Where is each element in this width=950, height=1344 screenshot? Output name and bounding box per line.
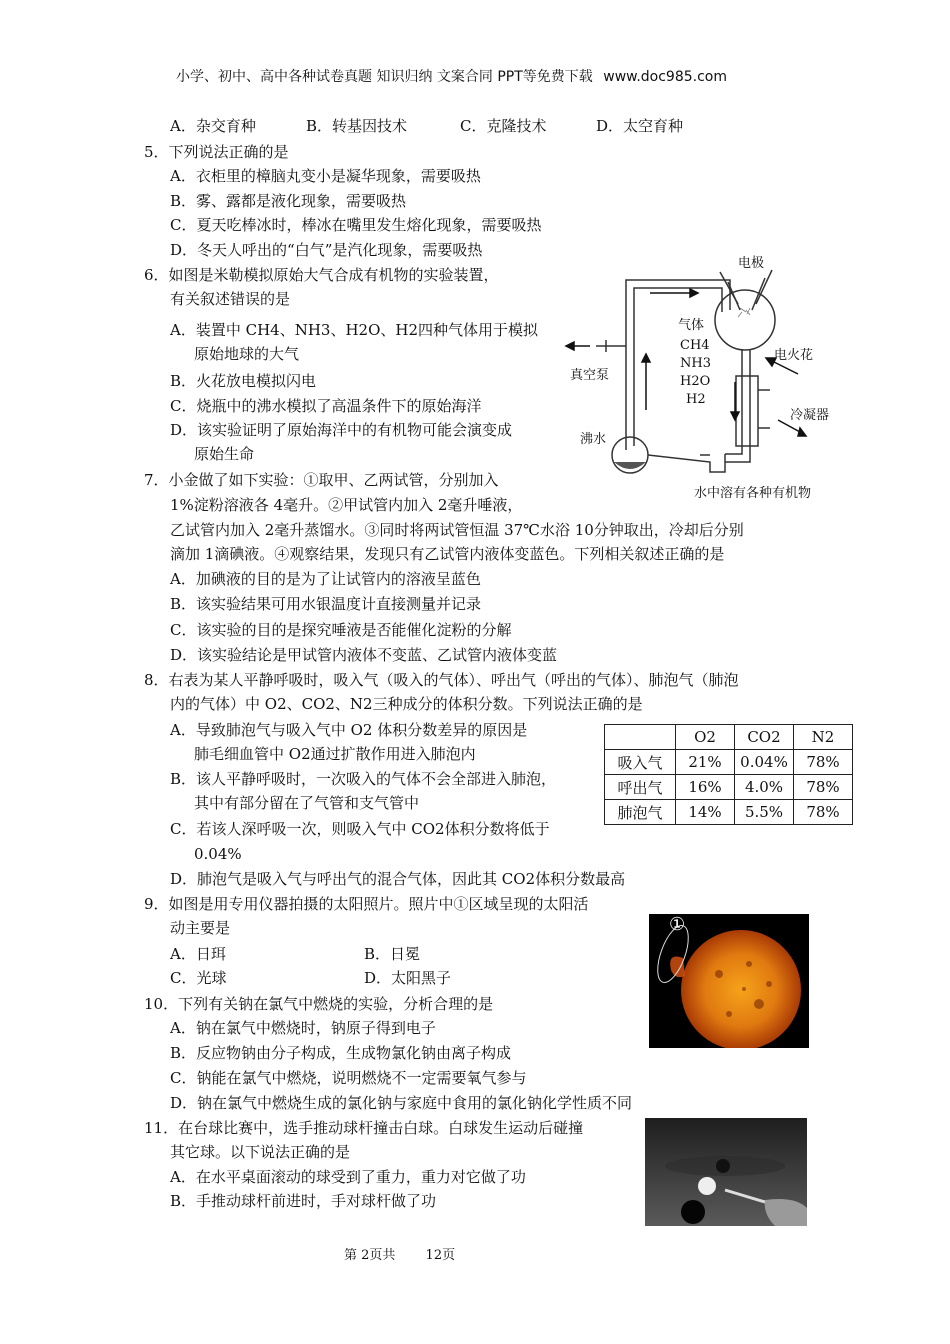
label-gas: 气体 <box>678 318 705 333</box>
table-row <box>605 750 853 775</box>
footer-page: 第 2页共 <box>344 1248 396 1263</box>
q4-option-b: B．转基因技术 <box>306 117 408 135</box>
label-condenser: 冷凝器 <box>790 408 830 423</box>
table-cell: 78% <box>794 775 853 800</box>
q4-options <box>170 114 684 138</box>
q8-option-c-cont: 0.04% <box>194 845 242 863</box>
table-header-cell: N2 <box>794 725 853 750</box>
q4-option-a: A．杂交育种 <box>170 117 256 135</box>
label-organics: 水中溶有各种有机物 <box>694 486 812 501</box>
table-row <box>605 800 853 825</box>
q5-stem: 5．下列说法正确的是 <box>144 143 289 161</box>
q5-option-d: D．冬天人呼出的“白气”是汽化现象，需要吸热 <box>170 241 483 259</box>
table-cell: 14% <box>676 800 735 825</box>
q8-option-a: A．导致肺泡气与吸入气中 O2 体积分数差异的原因是 <box>170 721 528 739</box>
q8-line-1: 8．右表为某人平静呼吸时，吸入气（吸入的气体）、呼出气（呼出的气体）、肺泡气（肺泡 <box>144 671 739 689</box>
q7-option-c: C．该实验的目的是探究唾液是否能催化淀粉的分解 <box>170 621 512 639</box>
q10-option-d: D．钠在氯气中燃烧生成的氯化钠与家庭中食用的氯化钠化学性质不同 <box>170 1094 633 1112</box>
label-gas-h2o: H2O <box>680 374 711 389</box>
q6-stem-2: 有关叙述错误的是 <box>170 290 291 308</box>
q7-option-b: B．该实验结果可用水银温度计直接测量并记录 <box>170 595 482 613</box>
header-url: www.doc985.com <box>603 69 727 85</box>
q8-option-c: C．若该人深呼吸一次，则吸入气中 CO2体积分数将低于 <box>170 820 550 838</box>
q5-option-c: C．夏天吃棒冰时，棒冰在嘴里发生熔化现象，需要吸热 <box>170 216 542 234</box>
table-header-row <box>605 725 853 750</box>
q10-option-c: C．钠能在氯气中燃烧，说明燃烧不一定需要氧气参与 <box>170 1069 527 1087</box>
q9-option-c: C．光球 <box>170 969 227 987</box>
table-header-cell: O2 <box>676 725 735 750</box>
q6-option-c: C．烧瓶中的沸水模拟了高温条件下的原始海洋 <box>170 397 482 415</box>
table-cell: 肺泡气 <box>605 800 676 825</box>
page-footer <box>344 1244 455 1263</box>
q7-line-3: 乙试管内加入 2毫升蒸馏水。③同时将两试管恒温 37℃水浴 10分钟取出，冷却后分别 <box>170 521 744 539</box>
billiards-photo <box>645 1118 807 1226</box>
q4-option-c: C．克隆技术 <box>460 117 547 135</box>
q9-stem-2: 动主要是 <box>170 919 231 937</box>
label-boiling-water: 沸水 <box>580 432 607 447</box>
label-gas-ch4: CH4 <box>680 338 710 353</box>
q6-option-a: A．装置中 CH4、NH3、H2O、H2四种气体用于模拟 <box>170 321 538 339</box>
q5-option-a: A．衣柜里的樟脑丸变小是凝华现象，需要吸热 <box>170 167 481 185</box>
label-electrode: 电极 <box>738 256 765 271</box>
q9-option-b: B．日冕 <box>364 945 421 963</box>
q8-option-a-cont: 肺毛细血管中 O2通过扩散作用进入肺泡内 <box>194 745 476 763</box>
table-cell: 呼出气 <box>605 775 676 800</box>
table-row <box>605 775 853 800</box>
miller-apparatus-diagram <box>560 250 850 500</box>
q10-stem: 10．下列有关钠在氯气中燃烧的实验，分析合理的是 <box>144 995 494 1013</box>
table-cell: 0.04% <box>735 750 794 775</box>
q7-line-1: 7．小金做了如下实验：①取甲、乙两试管，分别加入 <box>144 471 499 489</box>
label-vacuum-pump: 真空泵 <box>570 368 610 383</box>
q6-option-d: D．该实验证明了原始海洋中的有机物可能会演变成 <box>170 421 513 439</box>
table-header-cell: CO2 <box>735 725 794 750</box>
label-spark: 电火花 <box>774 348 814 363</box>
q6-stem-1: 6．如图是米勒模拟原始大气合成有机物的实验装置， <box>144 266 499 284</box>
q8-option-b: B．该人平静呼吸时，一次吸入的气体不会全部进入肺泡， <box>170 770 557 788</box>
table-cell: 21% <box>676 750 735 775</box>
billiards-image <box>645 1118 807 1226</box>
q6-option-d-cont: 原始生命 <box>194 445 255 463</box>
q10-option-b: B．反应物钠由分子构成，生成物氯化钠由离子构成 <box>170 1044 512 1062</box>
q9-option-d: D．太阳黑子 <box>364 969 452 987</box>
q11-stem-1: 11．在台球比赛中，选手推动球杆撞击白球。白球发生运动后碰撞 <box>144 1119 584 1137</box>
q8-line-2: 内的气体）中 O2、CO2、N2三种成分的体积分数。下列说法正确的是 <box>170 695 643 713</box>
header-text: 小学、初中、高中各种试卷真题 知识归纳 文案合同 PPT等免费下载 <box>176 69 593 85</box>
q7-option-a: A．加碘液的目的是为了让试管内的溶液呈蓝色 <box>170 570 481 588</box>
table-cell: 78% <box>794 800 853 825</box>
q7-line-4: 滴加 1滴碘液。④观察结果，发现只有乙试管内液体变蓝色。下列相关叙述正确的是 <box>170 545 725 563</box>
footer-total: 12页 <box>425 1248 456 1263</box>
q11-option-b: B．手推动球杆前进时，手对球杆做了功 <box>170 1192 437 1210</box>
q9-stem-1: 9．如图是用专用仪器拍摄的太阳照片。照片中①区域呈现的太阳活 <box>144 895 589 913</box>
sun-marker: ① <box>669 914 686 935</box>
q7-line-2: 1%淀粉溶液各 4毫升。②甲试管内加入 2毫升唾液， <box>170 496 523 514</box>
q5-option-b: B．雾、露都是液化现象，需要吸热 <box>170 192 407 210</box>
table-cell: 16% <box>676 775 735 800</box>
q4-option-d: D．太空育种 <box>596 117 684 135</box>
q9-option-a: A．日珥 <box>170 945 226 963</box>
q10-option-a: A．钠在氯气中燃烧时，钠原子得到电子 <box>170 1019 436 1037</box>
q6-option-b: B．火花放电模拟闪电 <box>170 372 317 390</box>
q8-option-d: D．肺泡气是吸入气与呼出气的混合气体，因此其 CO2体积分数最高 <box>170 870 626 888</box>
q11-option-a: A．在水平桌面滚动的球受到了重力，重力对它做了功 <box>170 1168 526 1186</box>
label-gas-nh3: NH3 <box>680 356 711 371</box>
q6-option-a-cont: 原始地球的大气 <box>194 345 300 363</box>
gas-composition-table <box>604 724 853 825</box>
q11-stem-2: 其它球。以下说法正确的是 <box>170 1143 351 1161</box>
q8-option-b-cont: 其中有部分留在了气管和支气管中 <box>194 794 420 812</box>
table-cell: 5.5% <box>735 800 794 825</box>
table-cell: 78% <box>794 750 853 775</box>
page-header <box>176 66 727 86</box>
q7-option-d: D．该实验结论是甲试管内液体不变蓝、乙试管内液体变蓝 <box>170 646 558 664</box>
label-gas-h2: H2 <box>686 392 706 407</box>
table-header-cell <box>605 725 676 750</box>
table-cell: 吸入气 <box>605 750 676 775</box>
sun-photo <box>649 914 809 1048</box>
table-cell: 4.0% <box>735 775 794 800</box>
